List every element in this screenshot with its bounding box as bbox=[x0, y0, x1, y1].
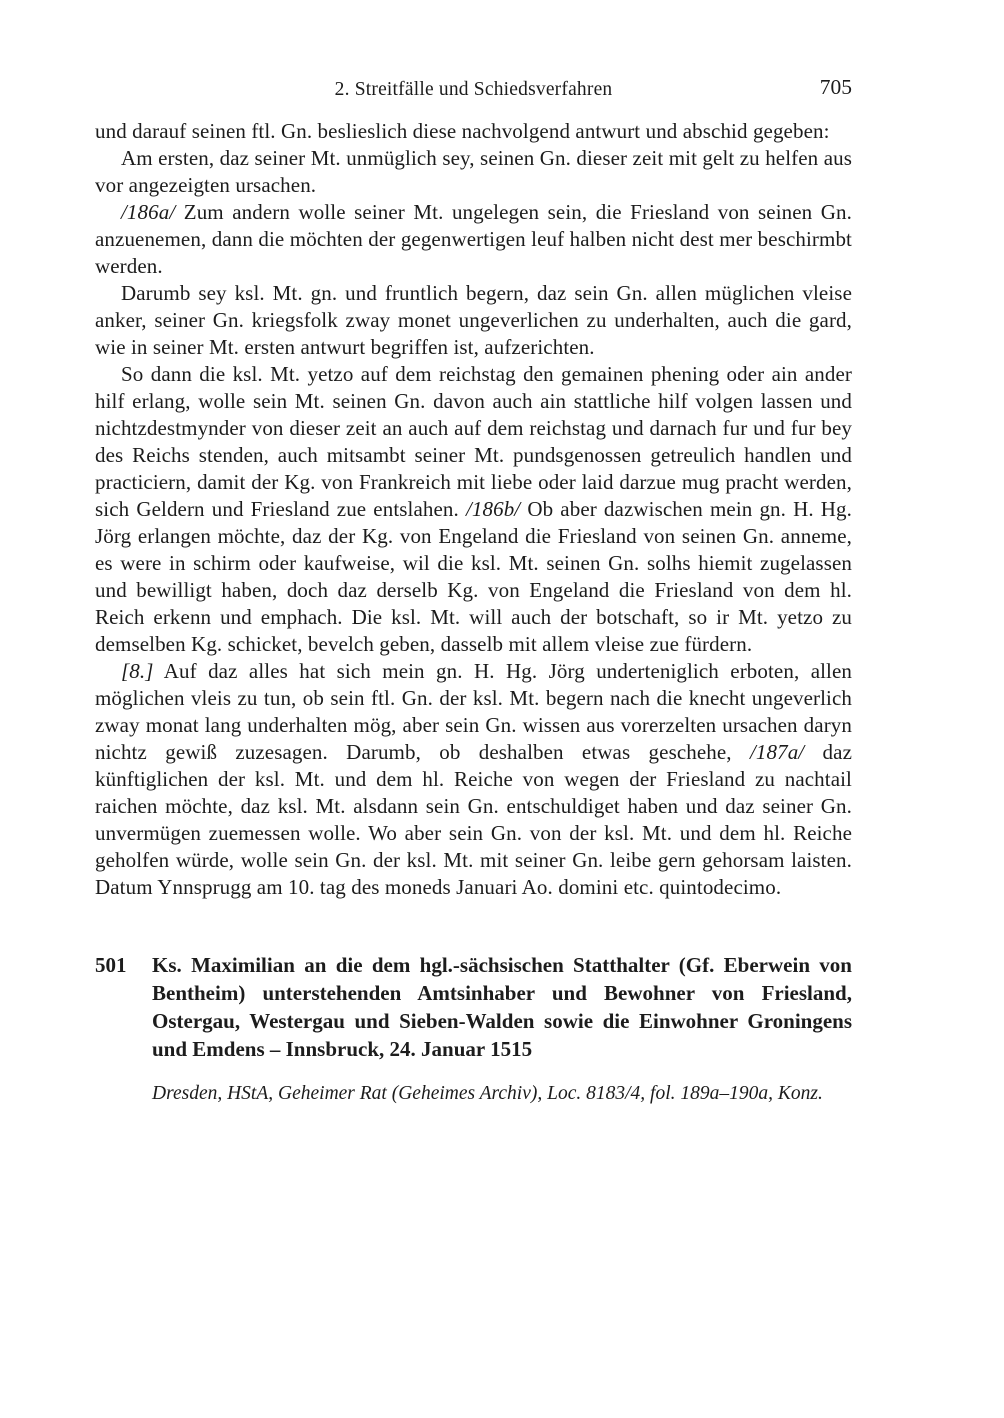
paragraph-text: Darumb sey ksl. Mt. gn. und fruntlich begern, daz sein Gn. allen müglichen vleise anker, seiner Gn. kriegsfolk zway monet ungeverlichen zu underhalten, auch die gard, wie in seiner Mt. ersten antwurt begriffen ist, aufzerichten. bbox=[95, 281, 852, 359]
paragraph-text: Auf daz alles hat sich mein gn. H. Hg. Jörg underteniglich erboten, allen möglichen vleis zu tun, ob sein ftl. Gn. der ksl. Mt. begern nach die knecht ungeverlich zway monat lang underhalten mög, aber sein Gn. wissen aus vorerzelten ursachen daryn nichtz gewiß zuzesagen. Darumb, ob deshalben etwas geschehe, bbox=[95, 659, 852, 764]
paragraph bbox=[95, 361, 852, 658]
body-text bbox=[95, 118, 852, 901]
page-number: 705 bbox=[819, 75, 852, 99]
paragraph-text: Am ersten, daz seiner Mt. unmüglich sey, seinen Gn. dieser zeit mit gelt zu helfen aus vor angezeigten ursachen. bbox=[95, 146, 852, 197]
paragraph bbox=[95, 658, 852, 901]
entry-number: 501 bbox=[95, 953, 127, 977]
source-citation: Dresden, HStA, Geheimer Rat (Geheimes Archiv), Loc. 8183/4, fol. 189a–190a, Konz. bbox=[152, 1083, 823, 1104]
section-marker: [8.] bbox=[121, 659, 154, 683]
paragraph bbox=[95, 280, 852, 361]
paragraph-text: Ob aber dazwischen mein gn. H. Hg. Jörg erlangen möchte, daz der Kg. von Engeland die Friesland von seinen Gn. anneme, es were in schirm oder kaufweise, wil die ksl. Mt. seinen Gn. solhs hiemit zugelassen und bewilligt haben, doch daz derselb Kg. von Engeland die Friesland von dem hl. Reich erkenn und emphach. Die ksl. Mt. will auch der botschaft, so ir Mt. yetzo zu demselben Kg. schicket, bevelch geben, dasselb mit allem vleise zue fürdern. bbox=[95, 497, 853, 656]
paragraph bbox=[95, 199, 852, 280]
paragraph-text: daz künftiglichen der ksl. Mt. und dem hl. Reiche von wegen der Friesland zu nachtail raichen möchte, daz ksl. Mt. alsdann sein Gn. entschuldiget haben und daz seiner Gn. unvermügen zuemessen wolle. Wo aber sein Gn. von der ksl. Mt. und dem hl. Reiche geholfen würde, wolle sein Gn. der ksl. Mt. mit seiner Gn. leibe gern gehorsam laisten. Datum Ynnsprugg am 10. tag des moneds Januari Ao. domini etc. quintodecimo. bbox=[95, 740, 852, 899]
paragraph bbox=[95, 145, 852, 199]
entry-501 bbox=[95, 951, 852, 1063]
paragraph-text: und darauf seinen ftl. Gn. beslieslich diese nachvolgend antwurt und abschid gegeben: bbox=[95, 119, 830, 143]
running-header-title: 2. Streitfälle und Schiedsverfahren bbox=[334, 79, 613, 100]
folio-marker: /186a/ bbox=[121, 200, 176, 224]
paragraph-text: Zum andern wolle seiner Mt. ungelegen sein, die Friesland von seinen Gn. anzuenemen, dann die möchten der gegenwertigen leuf halben nicht dest mer beschirmbt werden. bbox=[95, 200, 852, 278]
folio-marker: /187a/ bbox=[749, 740, 805, 764]
running-header bbox=[95, 75, 852, 118]
paragraph-text: So dann die ksl. Mt. yetzo auf dem reichstag den gemainen phening oder ain ander hilf erlang, wolle sein Mt. seinen Gn. davon auch ain stattliche hilf volgen lassen und nichtzdestmynder von dieser zeit an auch auf dem reichstag und darnach fur und fur bey des Reichs stenden, auch mitsambt seiner Mt. pundsgenossen getreulich handlen und practiciern, damit der Kg. von Frankreich mit liebe oder laid darzue mug pracht werden, sich Geldern und Friesland zue entslahen. bbox=[95, 362, 852, 521]
folio-marker: /186b/ bbox=[465, 497, 521, 521]
entry-title: Ks. Maximilian an die dem hgl.-sächsischen Statthalter (Gf. Eberwein von Bentheim) unterstehenden Amtsinhaber und Bewohner von Friesland, Ostergau, Westergau und Sieben-Walden sowie die Einwohner Groningens und Emdens – Innsbruck, 24. Januar 1515 bbox=[152, 953, 852, 1061]
paragraph bbox=[95, 118, 852, 145]
